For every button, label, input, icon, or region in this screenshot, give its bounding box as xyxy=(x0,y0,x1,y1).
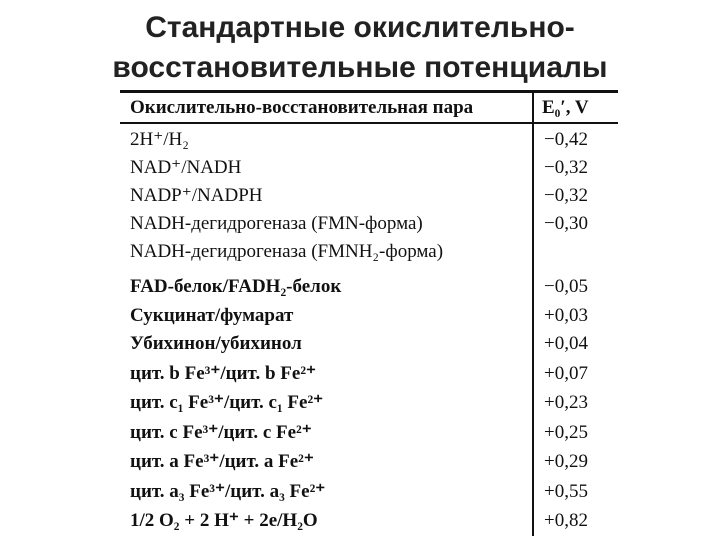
potential-cell: +0,03 xyxy=(544,305,588,326)
table-row xyxy=(120,507,618,535)
table-row xyxy=(120,182,618,210)
potential-cell: −0,05 xyxy=(544,276,588,297)
table-row xyxy=(120,478,618,506)
pair-cell: NADP⁺/NADPH xyxy=(130,185,263,206)
pair-cell: 1/2 O₂ + 2 H⁺ + 2e/H₂O xyxy=(130,510,318,531)
table-row xyxy=(120,419,618,447)
potential-cell: −0,42 xyxy=(544,129,588,150)
pair-cell: цит. c₁ Fe³⁺/цит. c₁ Fe²⁺ xyxy=(130,392,324,413)
title-line-2: восстановительные потенциалы xyxy=(112,51,608,84)
potential-cell: −0,30 xyxy=(544,213,588,234)
table-row xyxy=(120,389,618,417)
table-row xyxy=(120,238,618,266)
pair-cell: цит. a₃ Fe³⁺/цит. a₃ Fe²⁺ xyxy=(130,481,326,502)
redox-potential-table xyxy=(120,90,618,536)
table-row xyxy=(120,302,618,330)
potential-cell: +0,07 xyxy=(544,363,588,384)
pair-cell: цит. b Fe³⁺/цит. b Fe²⁺ xyxy=(130,363,317,384)
potential-cell: +0,04 xyxy=(544,333,588,354)
table-row xyxy=(120,360,618,388)
table-row xyxy=(120,154,618,182)
potential-cell: +0,25 xyxy=(544,422,588,443)
column-header-pair: Окислительно-восстановительная пара xyxy=(130,97,474,118)
column-header-potential: E₀′, V xyxy=(542,97,589,118)
pair-cell: NAD⁺/NADH xyxy=(130,157,242,178)
table-row xyxy=(120,126,618,154)
pair-cell: Сукцинат/фумарат xyxy=(130,305,294,326)
pair-cell: 2H⁺/H₂ xyxy=(130,129,189,150)
pair-cell: Убихинон/убихинол xyxy=(130,333,302,354)
table-row xyxy=(120,330,618,358)
table-row xyxy=(120,273,618,301)
table-row xyxy=(120,448,618,476)
pair-cell: NADH-дегидрогеназа (FMN-форма) xyxy=(130,213,423,234)
pair-cell: цит. a Fe³⁺/цит. a Fe²⁺ xyxy=(130,451,314,472)
potential-cell: +0,55 xyxy=(544,481,588,502)
potential-cell: −0,32 xyxy=(544,185,588,206)
slide-title xyxy=(0,8,720,88)
pair-cell: цит. c Fe³⁺/цит. c Fe²⁺ xyxy=(130,422,312,443)
potential-cell: +0,23 xyxy=(544,392,588,413)
potential-cell: +0,29 xyxy=(544,451,588,472)
potential-cell: +0,82 xyxy=(544,510,588,531)
pair-cell: NADH-дегидрогеназа (FMNH₂-форма) xyxy=(130,241,444,262)
title-line-1: Стандартные окислительно- xyxy=(145,11,575,44)
pair-cell: FAD-белок/FADH₂-белок xyxy=(130,276,342,297)
table-row xyxy=(120,210,618,238)
table-top-rule xyxy=(120,90,618,93)
potential-cell: −0,32 xyxy=(544,157,588,178)
table-header-rule xyxy=(120,122,618,124)
